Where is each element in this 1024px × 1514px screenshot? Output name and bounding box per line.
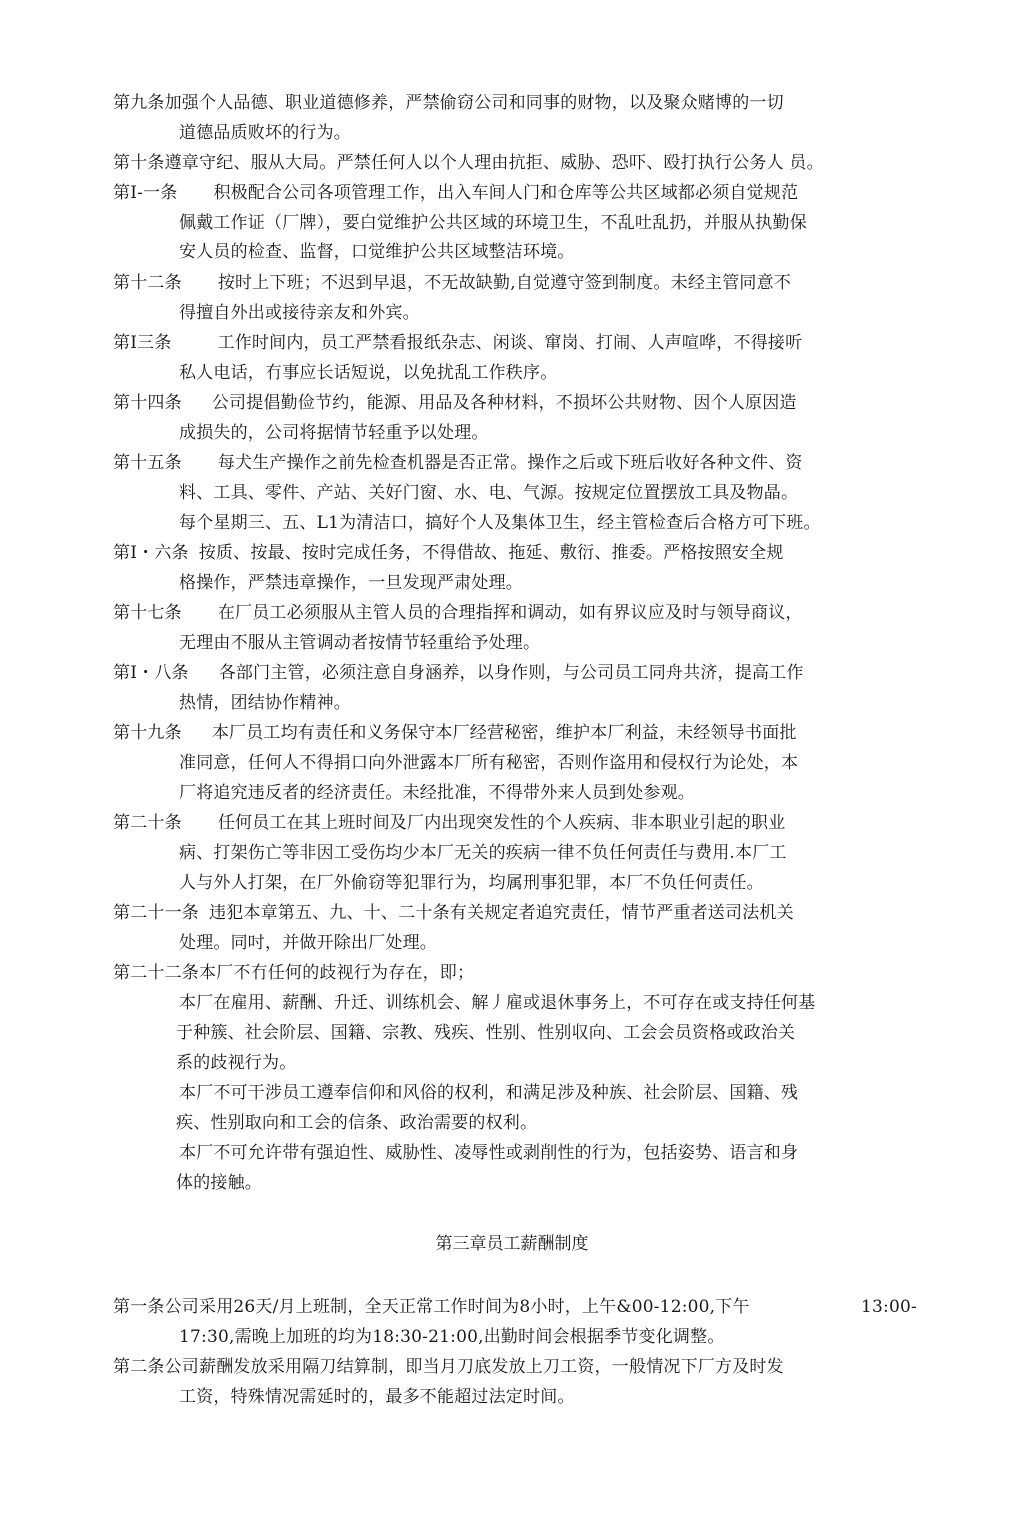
article-17-line-2: 无理由不服从主管调动者按情节轻重给予处理。 bbox=[179, 633, 541, 653]
chapter-heading: 第三章员工薪酬制度 bbox=[435, 1234, 589, 1254]
article-label: 第十九条 bbox=[113, 723, 182, 743]
article-17-line-1 bbox=[113, 601, 803, 625]
article-22-line-6: 疾、性别取向和工会的信条、政治需要的权利。 bbox=[176, 1113, 538, 1133]
article-22-line-7: 本厂不可允许带有强迫性、威胁性、凌辱性或剥削性的行为，包括姿势、语言和身 bbox=[179, 1143, 799, 1163]
article-text: 任何员工在其上班时间及厂内出现突发性的个人疾病、非本职业引起的职业 bbox=[217, 813, 786, 833]
article-label: 第I・六条 bbox=[113, 543, 189, 563]
article-16-line-1 bbox=[113, 541, 784, 565]
article-label: 第十二条 bbox=[113, 273, 182, 293]
article-22-line-8: 体的接触。 bbox=[176, 1173, 262, 1193]
article-14-line-1 bbox=[113, 391, 797, 415]
article-label: 第十五条 bbox=[113, 453, 182, 473]
article-label: 第I-一条 bbox=[113, 183, 178, 203]
article-9-line-2: 道德品质败坏的行为。 bbox=[179, 123, 351, 143]
article-12-line-1 bbox=[113, 271, 791, 295]
article-22-line-5: 本厂不可干涉员工遵奉信仰和风俗的权利，和满足涉及种族、社会阶层、国籍、残 bbox=[179, 1083, 799, 1103]
article-19-line-3: 厂将追究违反者的经济责任。未经批准，不得带外来人员到处参观。 bbox=[179, 783, 695, 803]
article-19-line-1 bbox=[113, 721, 797, 745]
article-11-line-3: 安人员的检查、监督，口觉维护公共区域整洁环境。 bbox=[179, 242, 575, 262]
article-20-line-2: 病、打架伤亡等非因工受伤均少本厂无关的疾病一律不负任何责任与费用.本厂工 bbox=[179, 843, 787, 863]
article-10-line-1: 第十条遵章守纪、服从大局。严禁任何人以个人理由抗拒、威胁、恐吓、殴打执行公务人 员。 bbox=[113, 153, 824, 173]
article-11-line-2: 佩戴工作证（厂牌），要白觉维护公共区域的环境卫生，不乱吐乱扔，并服从执勤保 bbox=[179, 213, 807, 233]
article-21-line-2: 处理。同吋，并做开除出厂处理。 bbox=[179, 933, 437, 953]
article-label: 第二十条 bbox=[113, 813, 182, 833]
article-text: 每犬生产操作之前先检查机器是否正常。操作之后或下班后收好各种文件、资 bbox=[217, 453, 803, 473]
article-text: 在厂员工必须服从主管人员的合理指挥和调动，如有界议应及时与领导商议， bbox=[217, 603, 803, 623]
article-15-line-2: 料、工具、零件、产站、关好门窗、水、电、气源。按规定位置摆放工具及物晶。 bbox=[179, 483, 799, 503]
article-18-line-1 bbox=[113, 661, 804, 685]
article-label: 第二十一条 bbox=[113, 903, 199, 923]
article-20-line-3: 人与外人打架，在厂外偷窃等犯罪行为，均属刑事犯罪，本厂不负任何责任。 bbox=[179, 873, 764, 893]
article-text: 公司提倡勤俭节约，能源、用品及各种材料，不损坏公共财物、因个人原因造 bbox=[211, 393, 797, 413]
article-13-line-1 bbox=[113, 331, 802, 355]
article-16-line-2: 格操作，严禁违章操作，一旦发现严肃处理。 bbox=[179, 573, 523, 593]
article-19-line-2: 准同意，任何人不得捐口向外泄露本厂所有秘密，否则作盗用和侵权行为论处，本 bbox=[179, 753, 799, 773]
article-12-line-2: 得擅自外出或接待亲友和外宾。 bbox=[179, 303, 420, 323]
article-label: 第十四条 bbox=[113, 393, 182, 413]
article-label: 第I・八条 bbox=[113, 663, 189, 683]
salary-article-1-time: 13:00- bbox=[861, 1297, 917, 1317]
article-11-line-1 bbox=[113, 181, 798, 205]
article-13-line-2: 私人电话，冇事应长话短说，以免扰乱工作秩序。 bbox=[179, 363, 558, 383]
salary-article-1-line-2: 17:30,需晚上加班的均为18:30-21:00,出勤时间会根据季节变化调整。 bbox=[179, 1327, 725, 1347]
article-label: 第I三条 bbox=[113, 333, 172, 353]
article-9-line-1: 第九条加强个人品德、职业道德修养，严禁偷窃公司和同事的财物，以及聚众赌博的一切 bbox=[113, 93, 784, 113]
article-text: 积极配合公司各项管理工作，出入车间人门和仓库等公共区域都必须自觉规范 bbox=[213, 183, 799, 203]
article-22-line-4: 系的歧视行为。 bbox=[176, 1053, 297, 1073]
salary-article-1-line-1: 第一条公司采用26天/月上班制，全天正常工作时间为8小时，上午&00-12:00,下午 bbox=[113, 1297, 750, 1317]
article-22-line-2: 本厂在雇用、薪酬、升迁、训练机会、解丿雇或退休事务上，不可存在或支持任何基 bbox=[179, 993, 816, 1013]
article-text: 各部门主管，必须注意自身涵养，以身作则，与公司员工同舟共济，提高工作 bbox=[218, 663, 804, 683]
article-text: 本厂员工均有责任和义务保守本厂经营秘密，维护本厂利益，未经领导书面批 bbox=[211, 723, 797, 743]
article-21-line-1 bbox=[113, 901, 794, 925]
article-20-line-1 bbox=[113, 811, 785, 835]
article-text: 按质、按最、按时完成任务，不得借故、拖延、敷衍、推委。严格按照安全规 bbox=[198, 543, 784, 563]
article-text: 工作时间内，员工严禁看报纸杂志、闲谈、窜岗、打闹、人声喧哗，不得接听 bbox=[217, 333, 803, 353]
article-15-line-1 bbox=[113, 451, 803, 475]
article-18-line-2: 热情，团结协作精神。 bbox=[179, 693, 351, 713]
salary-article-2-line-2: 工资，特殊情况需延时的，最多不能超过法定时间。 bbox=[179, 1387, 575, 1407]
article-22-line-1: 第二十二条本厂不冇任何的歧视行为存在，即； bbox=[113, 963, 475, 983]
article-label: 第十七条 bbox=[113, 603, 182, 623]
article-15-line-3: 每个星期三、五、L1为清洁口，搞好个人及集体卫生，经主管检查后合格方可下班。 bbox=[179, 513, 821, 533]
article-text: 按时上下班；不迟到早退，不无故缺勤,自觉遵守签到制度。未经主管同意不 bbox=[217, 273, 792, 293]
salary-article-2-line-1: 第二条公司薪酬发放采用隔刀结算制，即当月刀底发放上刀工资，一般情况下厂方及时发 bbox=[113, 1357, 784, 1377]
article-22-line-3: 于种簇、社会阶层、国籍、宗教、残疾、性别、性别収向、工会会员资格或政治关 bbox=[176, 1023, 796, 1043]
article-text: 违犯本章第五、九、十、二十条有关规定者追究责任，情节严重者送司法机关 bbox=[209, 903, 794, 923]
article-14-line-2: 成损失的，公司将据情节轻重予以处理。 bbox=[179, 423, 489, 443]
